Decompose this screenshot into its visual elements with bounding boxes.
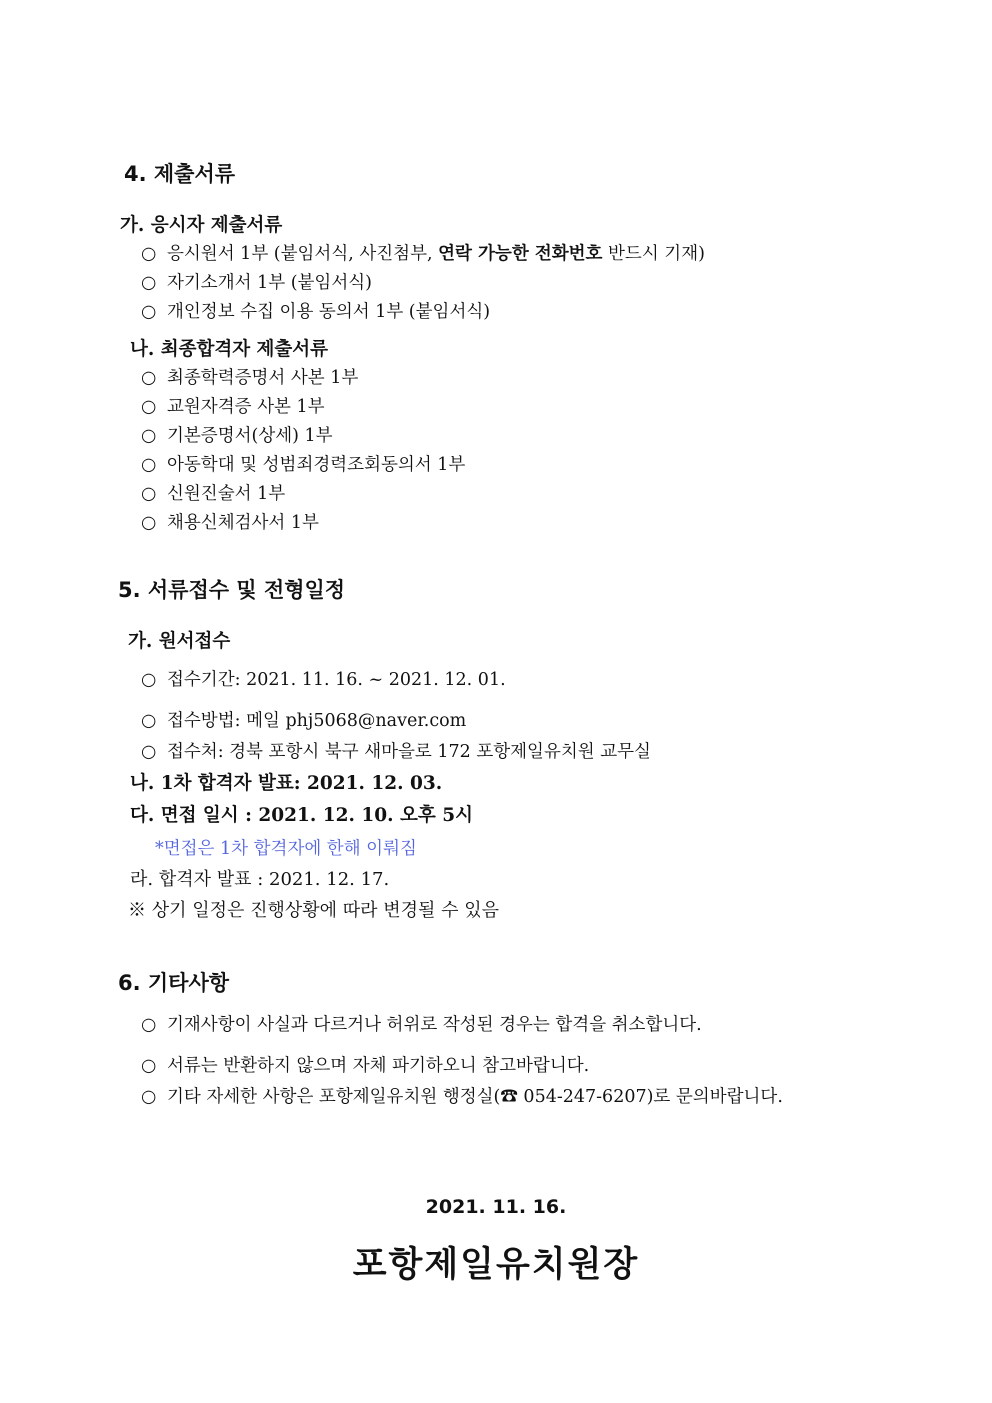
bullet-icon: ○ <box>141 742 157 762</box>
list-item: ○ 신원진술서 1부 <box>141 484 286 504</box>
list-item: ○ 기재사항이 사실과 다르거나 허위로 작성된 경우는 합격을 취소합니다. <box>141 1015 702 1035</box>
list-item: ○ 서류는 반환하지 않으며 자체 파기하오니 참고바랍니다. <box>141 1056 590 1076</box>
section-4-title: 4. 제출서류 <box>124 162 236 186</box>
bullet-icon: ○ <box>141 1015 157 1035</box>
bullet-icon: ○ <box>141 513 157 533</box>
list-item: ○ 접수방법: 메일 phj5068@naver.com <box>141 711 467 731</box>
bullet-icon: ○ <box>141 455 157 475</box>
list-item: ○ 접수기간: 2021. 11. 16. ~ 2021. 12. 01. <box>141 670 506 690</box>
section-5-title: 5. 서류접수 및 전형일정 <box>118 578 346 602</box>
first-result-announcement: 나. 1차 합격자 발표: 2021. 12. 03. <box>130 773 443 794</box>
list-item: ○ 채용신체검사서 1부 <box>141 513 319 533</box>
bullet-icon: ○ <box>141 244 157 264</box>
list-item: ○ 교원자격증 사본 1부 <box>141 397 325 417</box>
emphasis-text: 연락 가능한 전화번호 <box>438 244 603 264</box>
list-item: ○ 응시원서 1부 (붙임서식, 사진첨부, 연락 가능한 전화번호 반드시 기재) <box>141 244 705 264</box>
bullet-icon: ○ <box>141 368 157 388</box>
bullet-icon: ○ <box>141 1087 157 1107</box>
list-item: ○ 기본증명서(상세) 1부 <box>141 426 333 446</box>
list-item: ○ 아동학대 및 성범죄경력조회동의서 1부 <box>141 455 466 475</box>
list-item: ○ 접수처: 경북 포항시 북구 새마을로 172 포항제일유치원 교무실 <box>141 742 651 762</box>
section-4b-title: 나. 최종합격자 제출서류 <box>130 339 329 360</box>
final-result-announcement: 라. 합격자 발표 : 2021. 12. 17. <box>130 869 390 890</box>
bullet-icon: ○ <box>141 426 157 446</box>
schedule-notice: ※ 상기 일정은 진행상황에 따라 변경될 수 있음 <box>128 900 500 921</box>
signature-title: 포항제일유치원장 <box>352 1245 640 1285</box>
bullet-icon: ○ <box>141 484 157 504</box>
bullet-icon: ○ <box>141 397 157 417</box>
bullet-icon: ○ <box>141 711 157 731</box>
bullet-icon: ○ <box>141 273 157 293</box>
list-item: ○ 자기소개서 1부 (붙임서식) <box>141 273 372 293</box>
section-5a-title: 가. 원서접수 <box>128 631 231 652</box>
list-item: ○ 개인정보 수집 이용 동의서 1부 (붙임서식) <box>141 302 491 322</box>
bullet-icon: ○ <box>141 1056 157 1076</box>
list-item: ○ 최종학력증명서 사본 1부 <box>141 368 359 388</box>
interview-note: *면접은 1차 합격자에 한해 이뤄짐 <box>155 839 417 859</box>
interview-schedule: 다. 면접 일시 : 2021. 12. 10. 오후 5시 <box>130 805 473 826</box>
section-4a-title: 가. 응시자 제출서류 <box>120 215 283 236</box>
bullet-icon: ○ <box>141 670 157 690</box>
list-item: ○ 기타 자세한 사항은 포항제일유치원 행정실(☎ 054-247-6207)로 문의바랍니다. <box>141 1087 783 1107</box>
document-date: 2021. 11. 16. <box>425 1196 567 1218</box>
section-6-title: 6. 기타사항 <box>118 971 230 995</box>
bullet-icon: ○ <box>141 302 157 322</box>
